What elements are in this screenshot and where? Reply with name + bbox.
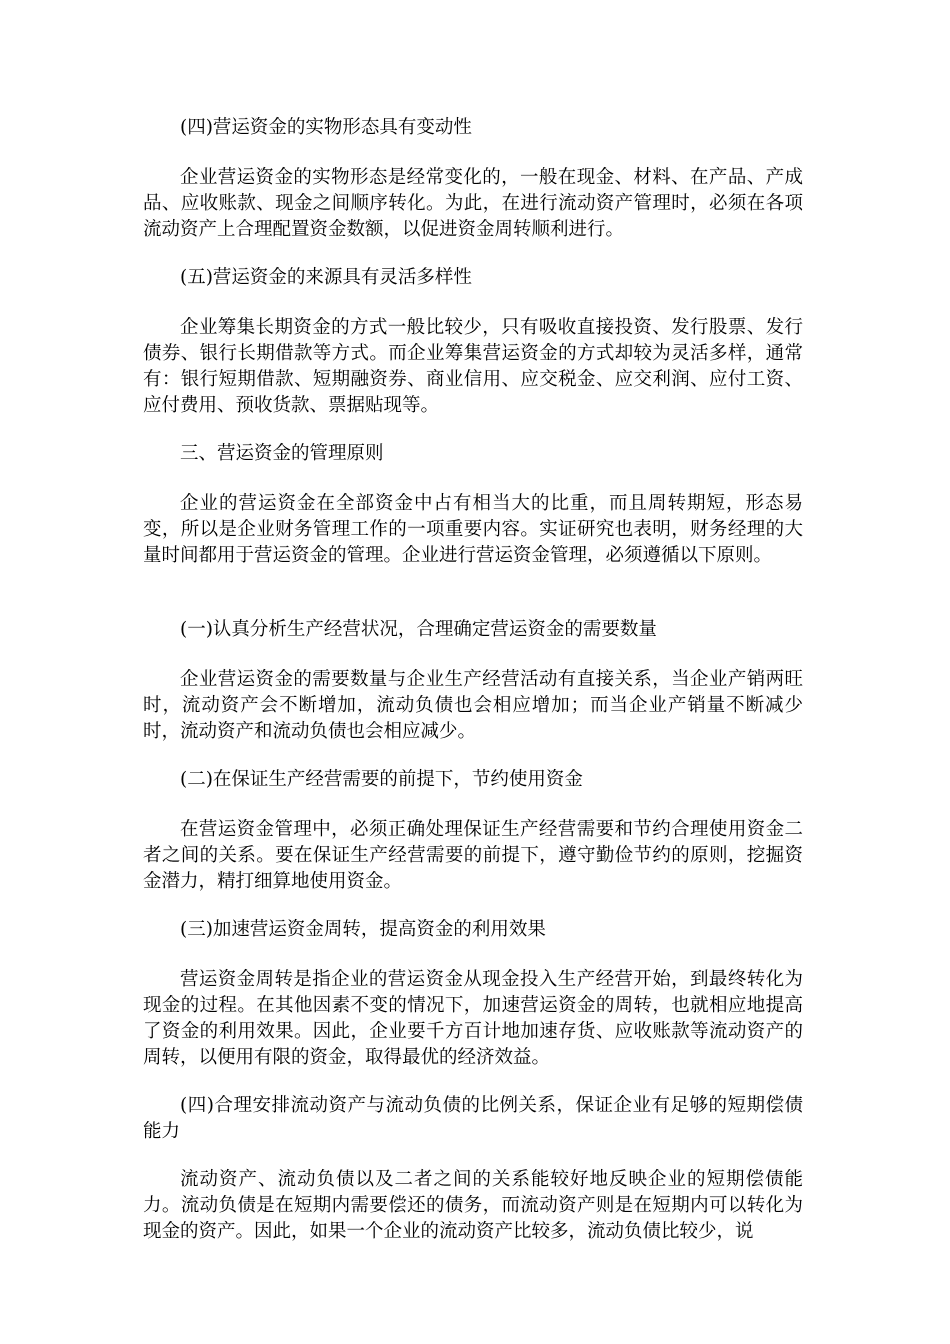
paragraph-physical-form: 企业营运资金的实物形态是经常变化的，一般在现金、材料、在产品、产成品、应收账款、现金之间顺序转化。为此，在进行流动资产管理时，必须在各项流动资产上合理配置资金数额，以促进资金周转顺利进行。 <box>143 167 803 240</box>
paragraph-funding-sources: 企业筹集长期资金的方式一般比较少，只有吸收直接投资、发行股票、发行债券、银行长期借款等方式。而企业筹集营运资金的方式却较为灵活多样，通常有：银行短期借款、短期融资券、商业信用、应交税金、应交利润、应付工资、应付费用、预收货款、票据贴现等。 <box>143 317 803 416</box>
document-body <box>143 115 803 1245</box>
paragraph-accelerate-turnover: 营运资金周转是指企业的营运资金从现金投入生产经营开始，到最终转化为现金的过程。在其他因素不变的情况下，加速营运资金的周转，也就相应地提高了资金的利用效果。因此，企业要千方百计地加速存货、应收账款等流动资产的周转，以便用有限的资金，取得最优的经济效益。 <box>143 969 803 1068</box>
section-heading-management-principles: 三、营运资金的管理原则 <box>180 443 384 464</box>
paragraph-analyze-operations: 企业营运资金的需要数量与企业生产经营活动有直接关系，当企业产销两旺时，流动资产会不断增加，流动负债也会相应增加；而当企业产销量不断减少时，流动资产和流动负债也会相应减少。 <box>143 669 803 742</box>
paragraph-management-principles: 企业的营运资金在全部资金中占有相当大的比重，而且周转期短，形态易变，所以是企业财务管理工作的一项重要内容。实证研究也表明，财务经理的大量时间都用于营运资金的管理。企业进行营运资金管理，必须遵循以下原则。 <box>143 493 803 566</box>
section-heading-3-accelerate-turnover: (三)加速营运资金周转，提高资金的利用效果 <box>180 919 546 940</box>
section-heading-4-ratio-solvency: (四)合理安排流动资产与流动负债的比例关系，保证企业有足够的短期偿债能力 <box>143 1095 803 1142</box>
section-heading-1-analyze-operations: (一)认真分析生产经营状况，合理确定营运资金的需要数量 <box>180 619 657 640</box>
section-heading-2-save-funds: (二)在保证生产经营需要的前提下，节约使用资金 <box>180 769 583 790</box>
section-heading-4-physical-form: (四)营运资金的实物形态具有变动性 <box>180 117 472 138</box>
paragraph-ratio-solvency: 流动资产、流动负债以及二者之间的关系能较好地反映企业的短期偿债能力。流动负债是在短期内需要偿还的债务，而流动资产则是在短期内可以转化为现金的资产。因此，如果一个企业的流动资产比较多，流动负债比较少，说 <box>143 1169 803 1242</box>
paragraph-save-funds: 在营运资金管理中，必须正确处理保证生产经营需要和节约合理使用资金二者之间的关系。要在保证生产经营需要的前提下，遵守勤俭节约的原则，挖掘资金潜力，精打细算地使用资金。 <box>143 819 803 892</box>
section-heading-5-funding-sources: (五)营运资金的来源具有灵活多样性 <box>180 267 472 288</box>
